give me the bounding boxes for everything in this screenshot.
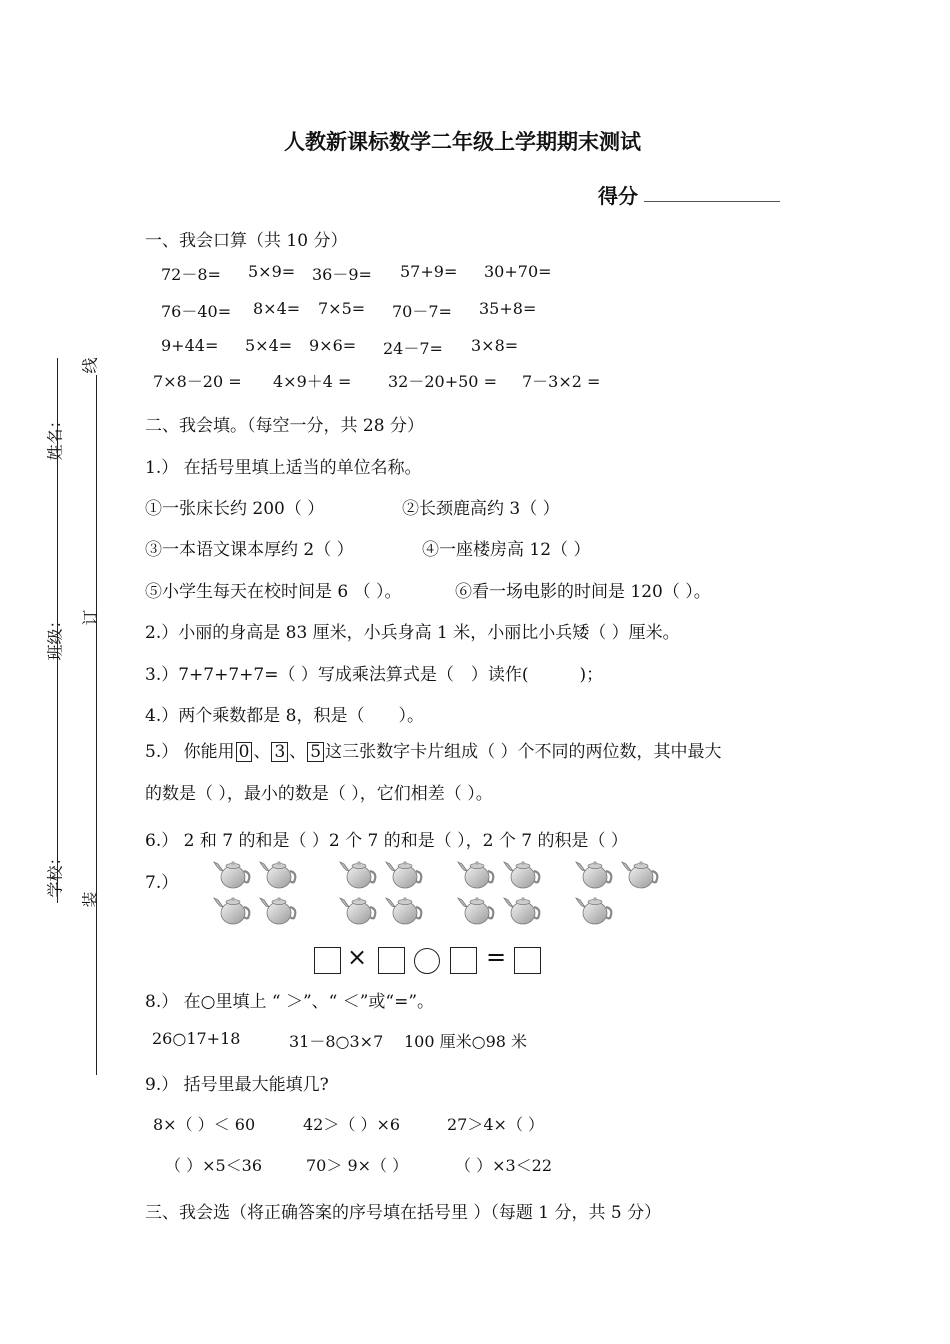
equals-sign: =	[486, 943, 507, 971]
teapot-icon	[258, 858, 300, 894]
question-5-line2: 的数是（ ），最小的数是（ ），它们相差（ ）。	[145, 784, 493, 804]
digit-card-3: 3	[271, 742, 288, 762]
question-5	[145, 737, 722, 762]
calc-item: 5×9=	[248, 262, 296, 281]
teapot-icon	[620, 858, 662, 894]
teapot-icon	[456, 858, 498, 894]
name-label: 姓名：	[45, 412, 65, 461]
teapot-icon	[338, 858, 380, 894]
calc-item: 3×8=	[471, 336, 519, 355]
fill-item: 42＞（ ）×6	[303, 1115, 401, 1134]
question-8: 8.） 在○里填上 “ ＞”、“ ＜”或“=”。	[145, 992, 435, 1012]
question-7: 7.）	[145, 873, 179, 893]
question-1e: ⑤小学生每天在校时间是 6 （ ）。	[145, 582, 402, 602]
question-5-suffix: 这三张数字卡片组成（ ）个不同的两位数，其中最大	[325, 742, 722, 762]
calc-item: 30+70=	[484, 262, 552, 281]
calc-item: 7×5=	[318, 299, 366, 318]
digit-card-5: 5	[307, 742, 324, 762]
operator-circle[interactable]	[414, 948, 440, 974]
binding-mark-ding: 订	[80, 609, 100, 626]
calc-item: 72－8=	[161, 265, 221, 284]
section-1-heading: 一、我会口算（共 10 分）	[145, 231, 348, 251]
question-1b: ②长颈鹿高约 3（ ）	[402, 499, 560, 519]
binding-rule-right	[96, 375, 97, 1075]
teapot-icon	[212, 858, 254, 894]
answer-box[interactable]	[378, 947, 405, 974]
card-separator: 、	[253, 742, 271, 762]
calc-item: 9×6=	[309, 336, 357, 355]
question-9: 9.） 括号里最大能填几?	[145, 1075, 329, 1095]
question-3: 3.）7+7+7+7=（ ）写成乘法算式是（ ）读作( )；	[145, 665, 604, 685]
question-1: 1.） 在括号里填上适当的单位名称。	[145, 458, 422, 478]
fill-item: （ ）×5＜36	[165, 1156, 263, 1175]
calc-item: 9+44=	[161, 336, 219, 355]
calc-item: 57+9=	[400, 262, 458, 281]
school-label: 学校：	[45, 849, 65, 898]
teapot-icon	[384, 858, 426, 894]
question-1c: ③一本语文课本厚约 2（ ）	[145, 540, 354, 560]
calc-item: 4×9＋4 =	[273, 372, 352, 391]
fill-item: 27＞4×（ ）	[447, 1115, 545, 1134]
compare-item: 100 厘米○98 米	[404, 1032, 528, 1051]
section-3-heading: 三、我会选（将正确答案的序号填在括号里 ）（每题 1 分，共 5 分）	[145, 1203, 662, 1223]
teapot-icon	[502, 894, 544, 930]
question-1d: ④一座楼房高 12（ ）	[422, 540, 591, 560]
score-blank[interactable]	[644, 201, 780, 202]
calc-item: 7×8－20 =	[153, 372, 242, 391]
calc-item: 5×4=	[245, 336, 293, 355]
fill-item: 70＞ 9×（ ）	[306, 1156, 409, 1175]
class-label: 班级：	[45, 612, 65, 661]
calc-item: 76－40=	[161, 302, 232, 321]
teapot-icon	[258, 894, 300, 930]
question-4: 4.）两个乘数都是 8，积是（ ）。	[145, 706, 424, 726]
teapot-icon	[384, 894, 426, 930]
card-separator: 、	[289, 742, 307, 762]
calc-item: 24－7=	[383, 339, 443, 358]
calc-item: 36－9=	[312, 265, 372, 284]
question-6: 6.） 2 和 7 的和是（ ）2 个 7 的和是（ ），2 个 7 的积是（ ）	[145, 831, 628, 851]
teapot-icon	[456, 894, 498, 930]
section-2-heading: 二、我会填。（每空一分，共 28 分）	[145, 416, 424, 436]
calc-item: 32－20+50 =	[388, 372, 497, 391]
fill-item: 8×（ ）＜ 60	[153, 1115, 256, 1134]
calc-item: 7－3×2 =	[522, 372, 601, 391]
calc-item: 70－7=	[392, 302, 452, 321]
answer-box[interactable]	[450, 947, 477, 974]
teapot-icon	[574, 858, 616, 894]
digit-card-0: 0	[236, 742, 253, 762]
binding-mark-xian: 线	[80, 357, 100, 374]
calc-item: 8×4=	[253, 299, 301, 318]
teapot-icon	[502, 858, 544, 894]
binding-mark-zhuang: 装	[80, 891, 100, 908]
compare-item: 26○17+18	[152, 1029, 241, 1048]
calc-item: 35+8=	[479, 299, 537, 318]
question-1a: ①一张床长约 200（ ）	[145, 499, 325, 519]
question-5-prefix: 5.） 你能用	[145, 742, 235, 762]
multiply-sign: ×	[347, 943, 368, 971]
question-2: 2.）小丽的身高是 83 厘米，小兵身高 1 米，小丽比小兵矮（ ）厘米。	[145, 623, 680, 643]
fill-item: （ ）×3＜22	[455, 1156, 553, 1175]
question-1f: ⑥看一场电影的时间是 120（ ）。	[455, 582, 711, 602]
page-title: 人教新课标数学二年级上学期期末测试	[284, 130, 641, 154]
answer-box[interactable]	[314, 947, 341, 974]
score-label: 得分	[598, 184, 638, 208]
teapot-icon	[338, 894, 380, 930]
answer-box[interactable]	[514, 947, 541, 974]
compare-item: 31－8○3×7	[289, 1032, 384, 1051]
teapot-icon	[212, 894, 254, 930]
teapot-icon	[574, 894, 616, 930]
